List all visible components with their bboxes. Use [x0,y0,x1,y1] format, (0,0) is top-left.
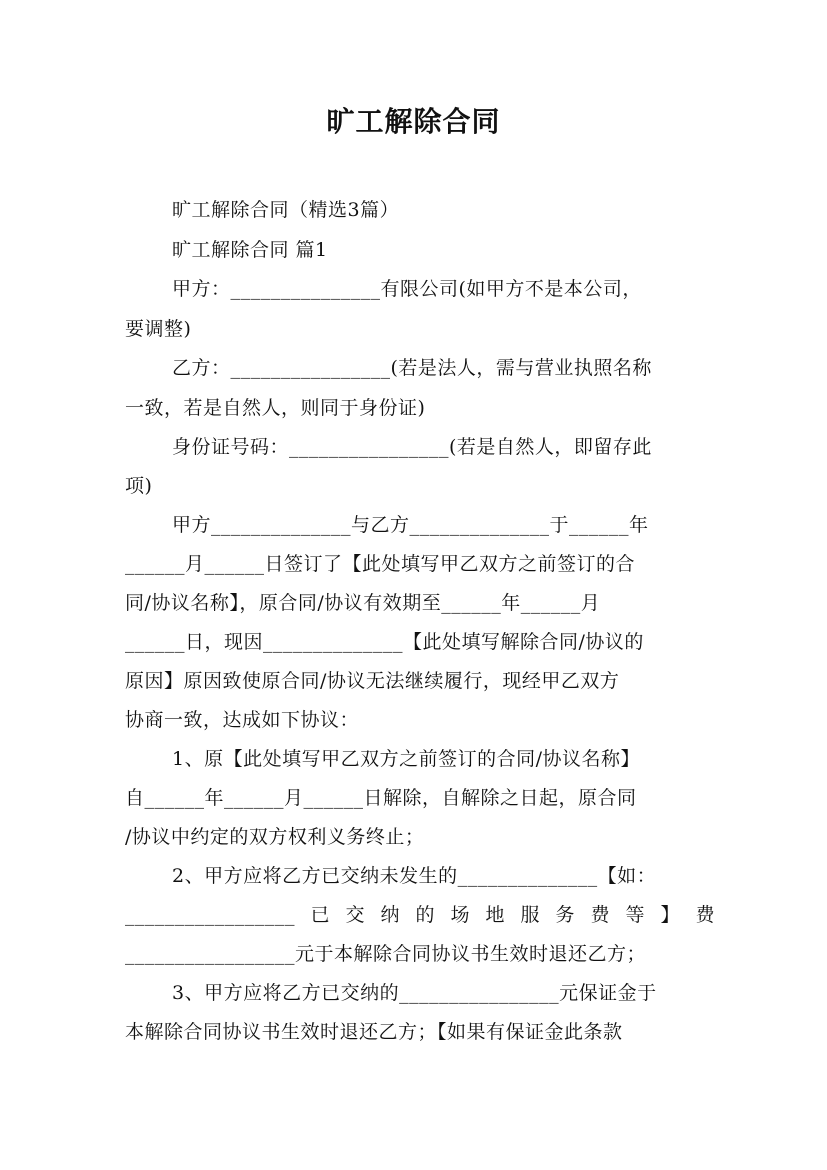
clause-2-line: _________________已交纳的场地服务费等】费 [125,904,715,926]
paragraph-line: 原因】原因致使原合同/协议无法继续履行，现经甲乙双方 [125,670,620,692]
paragraph-line: ______月______日签订了【此处填写甲乙双方之前签订的合 [125,553,636,575]
paragraph-line: ______日，现因______________【此处填写解除合同/协议的 [125,631,644,653]
paragraph-line: 同/协议名称】，原合同/协议有效期至______年______月 [125,592,601,614]
id-number-line: 身份证号码：________________(若是自然人，即留存此 [172,436,652,458]
party-b-line: 乙方：________________(若是法人，需与营业执照名称 [172,357,652,379]
clause-2-line: 2、甲方应将乙方已交纳未发生的______________【如： [172,865,657,887]
clause-1-line: 1、原【此处填写甲乙双方之前签订的合同/协议名称】 [172,748,640,770]
party-a-line: 甲方：_______________有限公司(如甲方不是本公司， [172,278,642,300]
clause-1-line: /协议中约定的双方权利义务终止； [125,826,425,848]
id-number-line-cont: 项) [125,475,153,497]
clause-1-line: 自______年______月______日解除，自解除之日起，原合同 [125,787,637,809]
clause-3-line: 3、甲方应将乙方已交纳的________________元保证金于 [172,982,657,1004]
document-title: 旷工解除合同 [326,105,501,138]
paragraph-line: 甲方______________与乙方______________于______年 [172,514,649,536]
party-b-line-cont: 一致，若是自然人，则同于身份证) [125,397,426,419]
party-a-line-cont: 要调整) [125,318,192,340]
paragraph-line: 协商一致，达成如下协议： [125,709,360,731]
section-heading: 旷工解除合同 篇1 [172,239,328,261]
subtitle-selection: 旷工解除合同（精选3篇） [172,199,400,221]
clause-2-line: _________________元于本解除合同协议书生效时退还乙方； [125,943,647,965]
clause-3-line: 本解除合同协议书生效时退还乙方；【如果有保证金此条款 [125,1021,623,1043]
